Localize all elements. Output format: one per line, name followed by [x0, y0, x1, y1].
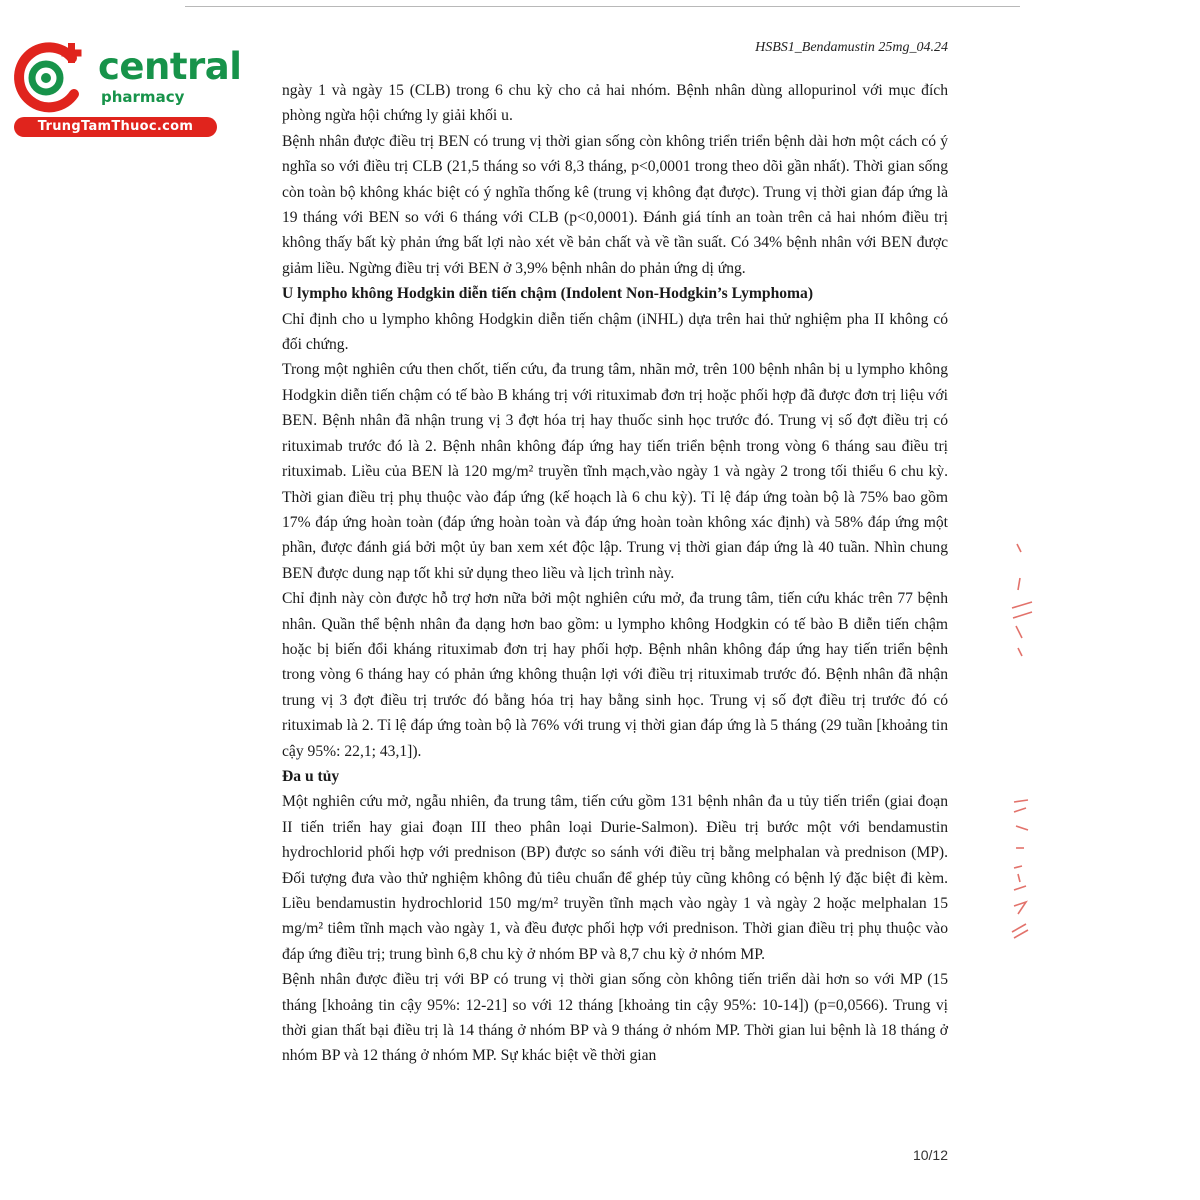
- top-border-line: [185, 6, 1020, 7]
- page-number: 10/12: [912, 1147, 948, 1163]
- document-body: [282, 78, 948, 1069]
- paragraph: Chỉ định cho u lympho không Hodgkin diễn tiến chậm (iNHL) dựa trên hai thử nghiệm pha II không có đối chứng.: [282, 310, 948, 354]
- paragraph: Một nghiên cứu mở, ngẫu nhiên, đa trung tâm, tiến cứu gồm 131 bệnh nhân đa u tủy tiến triển (giai đoạn II tiến triển hay giai đoạn III theo phân loại Durie-Salmon). Điều trị bước một với bendamustin hydrochlorid phối hợp với prednison (BP) được so sánh với điều trị bằng melphalan và prednison (MP). Đối tượng đưa vào thử nghiệm không đủ tiêu chuẩn để ghép tủy cũng không có bệnh lý đặc biệt đi kèm. Liều bendamustin hydrochlorid 150 mg/m² truyền tĩnh mạch vào ngày 1 và ngày 2 hoặc melphalan 15 mg/m² tiêm tĩnh mạch vào ngày 1, và đều được phối hợp với prednison. Thời gian điều trị phụ thuộc vào đáp ứng điều trị; trung bình 6,8 chu kỳ ở nhóm BP và 8,7 chu kỳ ở nhóm MP.: [282, 793, 948, 963]
- section-heading: U lympho không Hodgkin diễn tiến chậm (Indolent Non-Hodgkin’s Lymphoma): [282, 285, 814, 303]
- brand-name: central: [98, 45, 242, 88]
- paragraph: Chỉ định này còn được hỗ trợ hơn nữa bởi một nghiên cứu mở, đa trung tâm, tiến cứu khác trên 77 bệnh nhân. Quần thể bệnh nhân đa dạng hơn bao gồm: u lympho không Hodgkin có tế bào B diễn tiến chậm hoặc bị biến đổi kháng rituximab đơn trị hay phối hợp. Bệnh nhân không đáp ứng hay tiến triển bệnh trong vòng 6 tháng hay có phản ứng không thuận lợi với điều trị rituximab trước đó. Bệnh nhân đã nhận trung vị 3 đợt điều trị trước đó bằng hóa trị hay bằng sinh học. Trung vị số đợt điều trị trước đó có rituximab là 2. Tỉ lệ đáp ứng toàn bộ là 76% với trung vị thời gian đáp ứng là 5 tháng (29 tuần [khoảng tin cậy 95%: 22,1; 43,1]).: [282, 590, 948, 760]
- brand-website-banner: TrungTamThuoc.com: [14, 117, 217, 137]
- red-stamp-mark: [1008, 530, 1038, 950]
- paragraph: ngày 1 và ngày 15 (CLB) trong 6 chu kỳ cho cả hai nhóm. Bệnh nhân dùng allopurinol với mục đích phòng ngừa hội chứng ly giải khối u.: [282, 82, 948, 125]
- section-heading: Đa u tủy: [282, 767, 340, 785]
- central-pharmacy-logo[interactable]: [10, 38, 242, 138]
- paragraph: Trong một nghiên cứu then chốt, tiến cứu, đa trung tâm, nhãn mở, trên 100 bệnh nhân bị u lympho không Hodgkin diễn tiến chậm có tế bào B kháng trị với rituximab đơn trị hoặc phối hợp đã được đơn trị liệu với BEN. Bệnh nhân đã nhận trung vị 3 đợt hóa trị hay thuốc sinh học trước đó. Trung vị số đợt điều trị có rituximab trước đó là 2. Bệnh nhân không đáp ứng hay tiến triển bệnh trong vòng 6 tháng sau điều trị rituximab. Liều của BEN là 120 mg/m² truyền tĩnh mạch,vào ngày 1 và ngày 2 trong tối thiểu 6 chu kỳ. Thời gian điều trị phụ thuộc vào đáp ứng (kế hoạch là 6 chu kỳ). Tỉ lệ đáp ứng toàn bộ là 75% bao gồm 17% đáp ứng hoàn toàn (đáp ứng hoàn toàn và đáp ứng hoàn toàn không xác định) và 58% đáp ứng một phần, được đánh giá bởi một ủy ban xem xét độc lập. Trung vị thời gian đáp ứng là 40 tuần. Nhìn chung BEN được dung nạp tốt khi sử dụng theo liều và lịch trình này.: [282, 361, 948, 582]
- pharmacy-logo-icon: [10, 38, 90, 118]
- paragraph: Bệnh nhân được điều trị BEN có trung vị thời gian sống còn không triển triển bệnh dài hơn một cách có ý nghĩa so với điều trị CLB (21,5 tháng so với 8,3 tháng, p<0,0001 trong theo dõi gần nhất). Thời gian sống còn toàn bộ không khác biệt có ý nghĩa thống kê (trung vị không đạt được). Trung vị thời gian đáp ứng là 19 tháng với BEN so với 6 tháng với CLB (p<0,0001). Đánh giá tính an toàn trên cả hai nhóm điều trị không thấy bất kỳ phản ứng bất lợi nào xét về bản chất và về tần suất. Có 34% bệnh nhân với BEN được giảm liều. Ngừng điều trị với BEN ở 3,9% bệnh nhân do phản ứng dị ứng.: [282, 132, 948, 277]
- brand-subtitle: pharmacy: [101, 88, 185, 106]
- paragraph: Bệnh nhân được điều trị với BP có trung vị thời gian sống còn không tiến triển dài hơn so với MP (15 tháng [khoảng tin cậy 95%: 12-21] so với 12 tháng [khoảng tin cậy 95%: 10-14]) (p=0,0566). Trung vị thời gian thất bại điều trị là 14 tháng ở nhóm BP và 9 tháng ở nhóm MP. Thời gian lui bệnh là 18 tháng ở nhóm BP và 12 tháng ở nhóm MP. Sự khác biệt về thời gian: [282, 971, 948, 1065]
- document-code: HSBS1_Bendamustin 25mg_04.24: [755, 40, 948, 55]
